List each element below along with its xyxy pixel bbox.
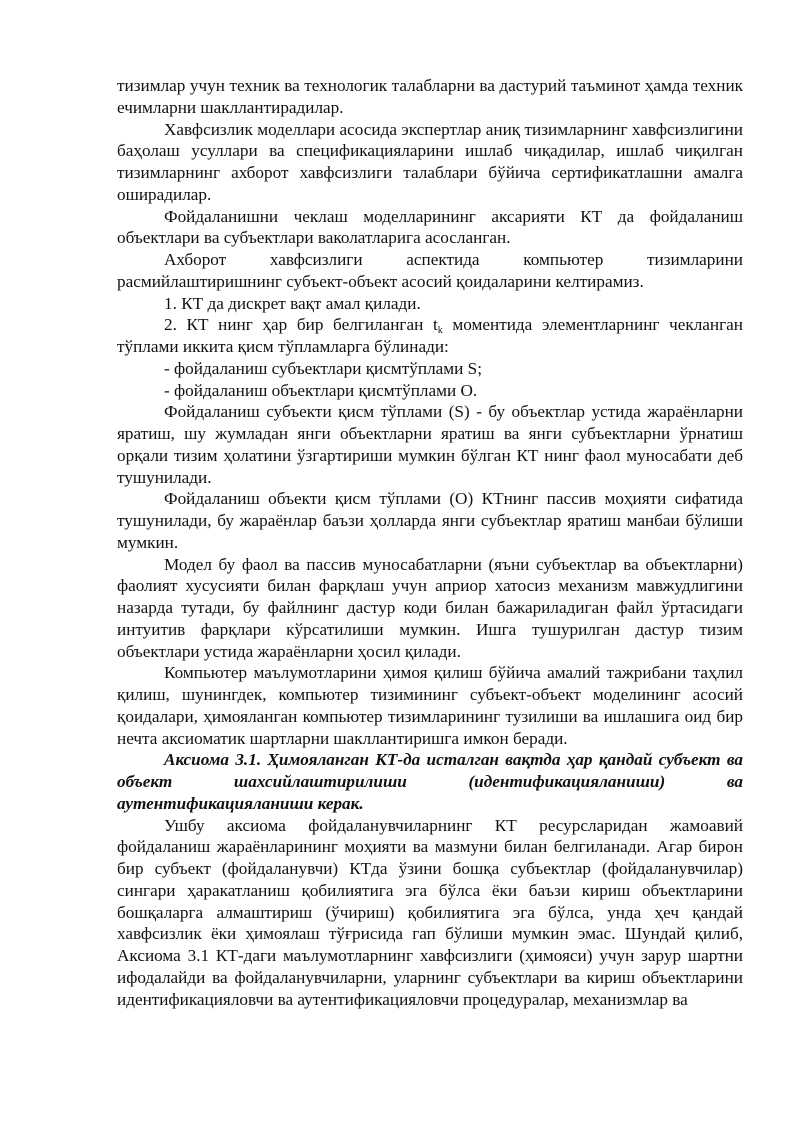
paragraph-continuation: тизимлар учун техник ва технологик талабларни ва дастурий таъминот ҳамда техник ечимларни шакллантирадилар. xyxy=(117,76,743,117)
paragraph-object-definition: Фойдаланиш объекти қисм тўплами (O) КТнинг пассив моҳияти сифатида тушунилади, бу жараёнлар баъзи ҳолларда янги субъектлар яратиш манбаи бўлиши мумкин. xyxy=(117,489,743,552)
paragraph-axiom-explanation: Ушбу аксиома фойдаланувчиларнинг КТ ресурсларидан жамоавий фойдаланиш жараёнларининг моҳияти ва мазмуни билан белгиланади. Агар бирон бир субъект (фойдаланувчи) КТда ўзини бошқа субъектлар (фойдаланувчилар) сингари ҳаракатланиш қобилиятига эга бўлса ёки баъзи кириш объектларини бошқаларга алмаштириш (ўчириш) қобилиятига эга бўлса, унда ҳеч қандай хавфсизлик ёки ҳимоялаш тўғрисида гап бўлиши мумкин эмас. Шундай қилиб, Аксиома 3.1 КТ-даги маълумотларнинг хавфсизлиги (ҳимояси) учун зарур шартни ифодалайди ва фойдаланувчиларни, уларнинг субъектлари ва кириш объектларини идентификацияловчи ва аутентификацияловчи процедуралар, механизмлар ва xyxy=(117,815,743,1009)
list-item-objects: - фойдаланиш объектлари қисмтўплами O. xyxy=(164,380,478,400)
list-item-partition xyxy=(117,314,743,358)
document-page xyxy=(117,75,743,1010)
paragraph-access-models: Фойдаланишни чеклаш моделларининг аксарияти КТ да фойдаланиш объектлари ва субъектлари ваколатларига асосланган. xyxy=(117,206,743,248)
partition-text-after: моментида элементларнинг чекланган тўплами иккита қисм тўпламларга бўлинади: xyxy=(117,315,743,356)
axiom-statement: Аксиома 3.1. Ҳимояланган КТ-да исталган вақтда ҳар қандай субъект ва объект шахсийлаштирилиши (идентификацияланиши) ва аутентификацияланиши керак. xyxy=(117,750,743,813)
list-item-discrete-time: 1. КТ да дискрет вақт амал қилади. xyxy=(164,293,421,313)
paragraph-model-mechanism: Модел бу фаол ва пассив муносабатларни (яъни субъектлар ва объектларни) фаолият хусусияти билан фарқлаш учун априор хатосиз механизм мавжудлигини назарда тутади, бу файлнинг дастур коди билан бажариладиган файл ўртасидаги интуитив фарқлари кўрсатилиши мумкин. Ишга тушурилган дастур тизим объектлари устида жараёнларни ҳосил қилади. xyxy=(117,554,743,661)
list-item-subjects: - фойдаланиш субъектлари қисмтўплами S; xyxy=(164,358,482,378)
paragraph-subject-definition: Фойдаланиш субъекти қисм тўплами (S) - бу объектлар устида жараёнларни яратиш, шу жумладан янги объектларни яратиш ва янги субъектларни ўрнатиш орқали тизим ҳолатини ўзгартириши мумкин бўлган КТ нинг фаол муносабати деб тушунилади. xyxy=(117,402,743,487)
time-subscript: k xyxy=(437,325,443,337)
paragraph-security-models: Хавфсизлик моделлари асосида экспертлар аниқ тизимларнинг хавфсизлигини баҳолаш усуллари ва спецификацияларини ишлаб чиқадилар, ишлаб чиқилган тизимларнинг ахборот хавфсизлиги талаблари бўйича сертификатлашни амалга оширадилар. xyxy=(117,119,743,204)
partition-text-before: 2. КТ нинг ҳар бир белгиланган t xyxy=(164,315,438,335)
paragraph-formalization-intro: Ахборот хавфсизлиги аспектида компьютер тизимларини расмийлаштиришнинг субъект-объект асосий қоидаларини келтирамиз. xyxy=(117,250,743,291)
paragraph-axiomatic-conditions: Компьютер маълумотларини ҳимоя қилиш бўйича амалий тажрибани таҳлил қилиш, шунингдек, компьютер тизимининг субъект-объект моделининг асосий қоидалари, ҳимояланган компьютер тизимларининг тузилиши ва ишлашига оид бир нечта аксиоматик шартларни шакллантиришга имкон беради. xyxy=(117,663,743,748)
